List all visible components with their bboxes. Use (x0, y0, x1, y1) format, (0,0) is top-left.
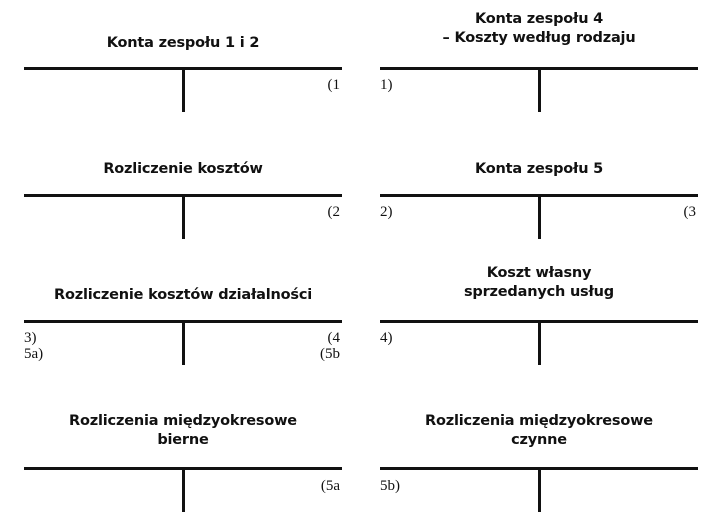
account-vertical-line (182, 196, 185, 239)
credit-entries: (4 (5b (320, 330, 340, 362)
debit-entries: 5b) (380, 478, 400, 494)
account-vertical-line (182, 69, 185, 112)
account-title: Rozliczenie kosztów (103, 161, 263, 177)
debit-entries: 4) (380, 330, 393, 346)
credit-entries: (1 (327, 77, 340, 93)
credit-entries: (2 (327, 204, 340, 220)
account-title: Konta zespołu 1 i 2 (106, 35, 260, 51)
account-vertical-line (538, 196, 541, 239)
account-vertical-line (182, 469, 185, 512)
debit-entries: 2) (380, 204, 393, 220)
account-title: Rozliczenie kosztów działalności (54, 287, 312, 303)
account-title: Konta zespołu 5 (474, 161, 604, 177)
debit-entries: 3) 5a) (24, 330, 44, 362)
account-title: Koszt własny sprzedanych usług (464, 265, 614, 300)
account-vertical-line (538, 469, 541, 512)
account-title: Konta zespołu 4 – Koszty według rodzaju (442, 11, 636, 46)
account-vertical-line (538, 322, 541, 365)
account-vertical-line (538, 69, 541, 112)
debit-entries: 1) (380, 77, 393, 93)
account-title: Rozliczenia międzyokresowe bierne (69, 413, 297, 448)
credit-entries: (3 (683, 204, 696, 220)
account-vertical-line (182, 322, 185, 365)
account-title: Rozliczenia międzyokresowe czynne (425, 413, 653, 448)
credit-entries: (5a (320, 478, 340, 494)
